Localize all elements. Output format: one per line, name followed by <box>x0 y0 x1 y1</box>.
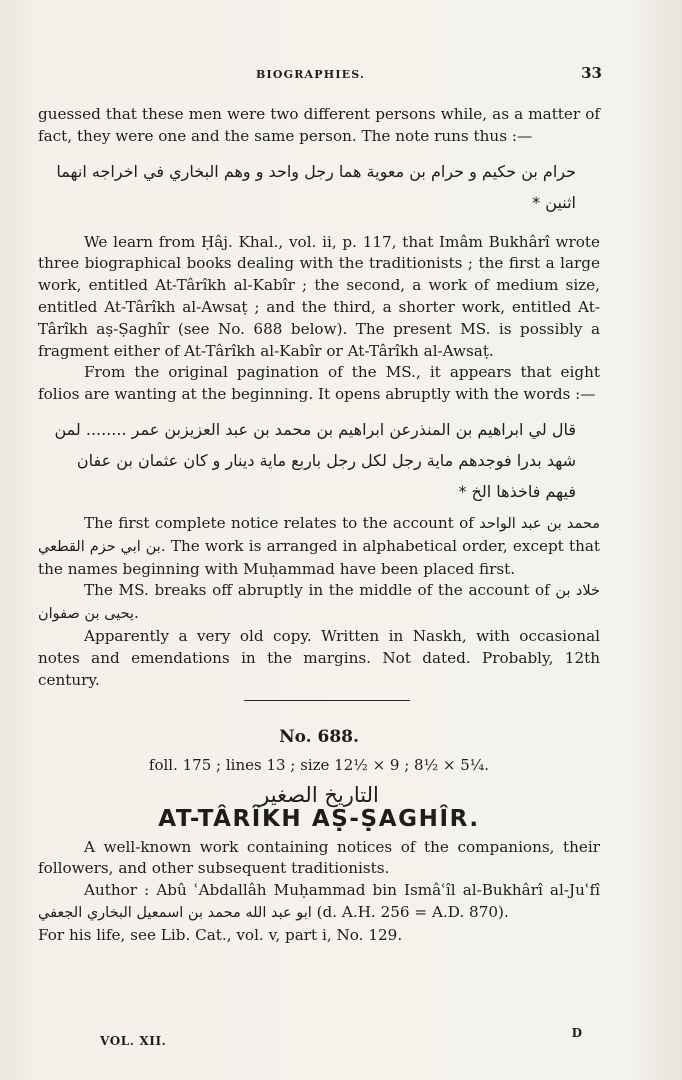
arabic-note: حرام بن حكيم و حرام بن معوية هما رجل واحد و وهم البخاري في اخراجه انهما اثنين * <box>56 161 576 212</box>
signature-mark: D <box>571 1026 582 1040</box>
first-notice-text-cont: . The work is arranged in alphabetical order, except that the names beginning with Muḥammad have been placed first. <box>38 536 601 578</box>
breaks-off-text: The MS. breaks off abruptly in the middle of the account of <box>84 581 550 600</box>
entry-arabic-title: التاريخ الصغير <box>259 782 379 807</box>
paragraph-first-notice <box>38 513 600 580</box>
author-dates: (d. A.H. 256 = A.D. 870). <box>316 902 509 921</box>
paragraph-entry-life: For his life, see Lib. Cat., vol. v, part i, No. 129. <box>38 925 403 944</box>
author-text: Author : Abû ʿAbdallâh Muḥammad bin Ismâʿîl al-Bukhârî al-Juʿfî <box>84 881 600 900</box>
paragraph-haj-khal: We learn from Ḥâj. Khal., vol. ii, p. 117, that Imâm Bukhârî wrote three biographical books dealing with the traditionists ; the first a large work, entitled At-Târîkh al-Kabîr ; the second, a work of medium size, entitled At-Târîkh al-Awsaṭ ; and the third, a shorter work, entitled At-Târîkh aṣ-Ṣaghîr (see No. 688 below). The present MS. is possibly a fragment either of At-Târîkh al-Kabîr or At-Târîkh al-Awsaṭ. <box>38 232 600 360</box>
paragraph-description: Apparently a very old copy. Written in Naskh, with occasional notes and emendations in the margins. Not dated. Probably, 12th century. <box>38 626 600 689</box>
paragraph-breaks-off <box>38 580 600 626</box>
breaks-off-arabic-name: خلاد بن يحيى بن صفوان <box>38 583 601 623</box>
first-notice-arabic-name: محمد بن عبد الواحد بن ابي حزم القطعي <box>38 515 601 555</box>
page-number: 33 <box>581 64 602 82</box>
paragraph-entry-summary: A well-known work containing notices of the companions, their followers, and other subsequent traditionists. <box>38 837 600 878</box>
volume-label: VOL. XII. <box>100 1034 167 1048</box>
page-header <box>38 62 602 86</box>
first-notice-text: The first complete notice relates to the account of <box>84 513 474 532</box>
entry-title: AT-TÂRÎKH AṢ-ṢAGHÎR. <box>158 805 480 832</box>
section-divider <box>244 700 410 701</box>
entry-number: No. 688. <box>279 727 359 748</box>
page-body <box>38 104 600 947</box>
breaks-off-text-end: . <box>133 604 139 623</box>
paragraph-note-intro: guessed that these men were two different persons while, as a matter of fact, they were one and the same person. The note runs thus :— <box>38 105 600 145</box>
running-title: BIOGRAPHIES. <box>256 68 366 81</box>
arabic-opening-words: قال لي ابراهيم بن المنذرعن ابراهيم بن محمد بن عبد العزيزبن عمر ........ لمن شهد بدرا فوجدهم ماية رجل لكل رجل باربع ماية دينار و كان عثمان بن عفان فيهم فاخذها الخ * <box>54 419 576 501</box>
author-arabic-name: ابو عبد الله محمد بن اسمعيل البخاري الجعفي <box>38 904 312 921</box>
entry-meta: foll. 175 ; lines 13 ; size 12½ × 9 ; 8½ × 5¼. <box>148 756 490 775</box>
paragraph-entry-author <box>38 880 600 925</box>
paragraph-pagination: From the original pagination of the MS., it appears that eight folios are wanting at the beginning. It opens abruptly with the words :— <box>38 363 600 404</box>
